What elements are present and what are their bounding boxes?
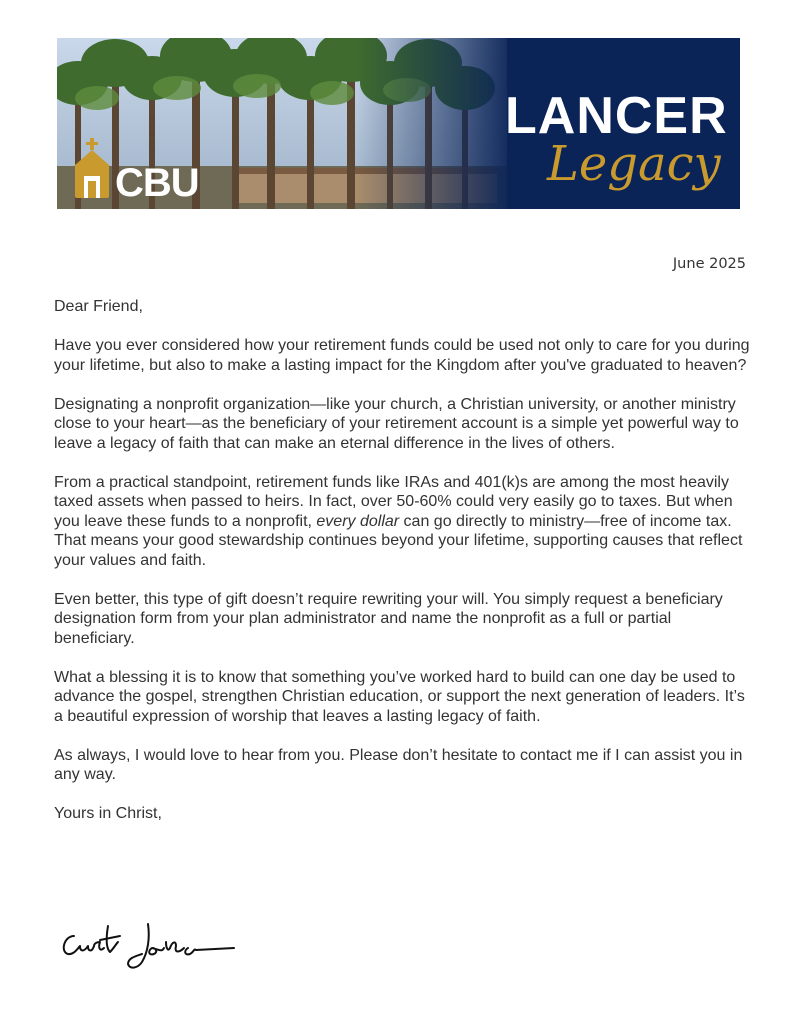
letter-body: [54, 297, 754, 843]
handwritten-signature: [56, 918, 246, 974]
paragraph-6: As always, I would love to hear from you. Please don’t hesitate to contact me if I can assist you in any way.: [54, 746, 743, 783]
brand-legacy-text: Legacy: [547, 136, 721, 192]
paragraph-3-emphasis: every dollar: [316, 512, 400, 530]
paragraph-2: Designating a nonprofit organization—like your church, a Christian university, or another ministry close to your heart—as the beneficiary of your retirement account is a simple yet powerful way to leave a legacy of faith that can make an eternal difference in the lives of others.: [54, 395, 739, 452]
letter-date: June 2025: [672, 256, 746, 272]
header-banner: [57, 38, 740, 209]
salutation: Dear Friend,: [54, 298, 143, 315]
paragraph-4: Even better, this type of gift doesn’t require rewriting your will. You simply request a beneficiary designation form from your plan administrator and name the nonprofit as a full or partial beneficiary.: [54, 590, 723, 647]
paragraph-3-part-1: From a practical standpoint, retirement funds like IRAs and 401(k)s are among the most heavily taxed assets when passed to heirs. In fact, over 50-60% could very easily go to taxes. But when you leave these funds to a nonprofit,: [54, 473, 733, 530]
brand-lancer-text: LANCER: [505, 87, 728, 145]
cbu-logo-text: CBU: [115, 161, 199, 205]
paragraph-5: What a blessing it is to know that something you’ve worked hard to build can one day be used to advance the gospel, strengthen Christian education, or support the next generation of leaders. It’s a beautiful expression of worship that leaves a lasting legacy of faith.: [54, 668, 745, 725]
closing: Yours in Christ,: [54, 805, 162, 822]
paragraph-3-part-2: can go directly to ministry—free of income tax. That means your good stewardship continues beyond your lifetime, supporting causes that reflect your values and faith.: [54, 512, 743, 569]
paragraph-3: [54, 473, 754, 571]
paragraph-1: Have you ever considered how your retirement funds could be used not only to care for you during your lifetime, but also to make a lasting impact for the Kingdom after you've graduated to heaven?: [54, 337, 750, 374]
banner-graphic: [57, 38, 740, 209]
